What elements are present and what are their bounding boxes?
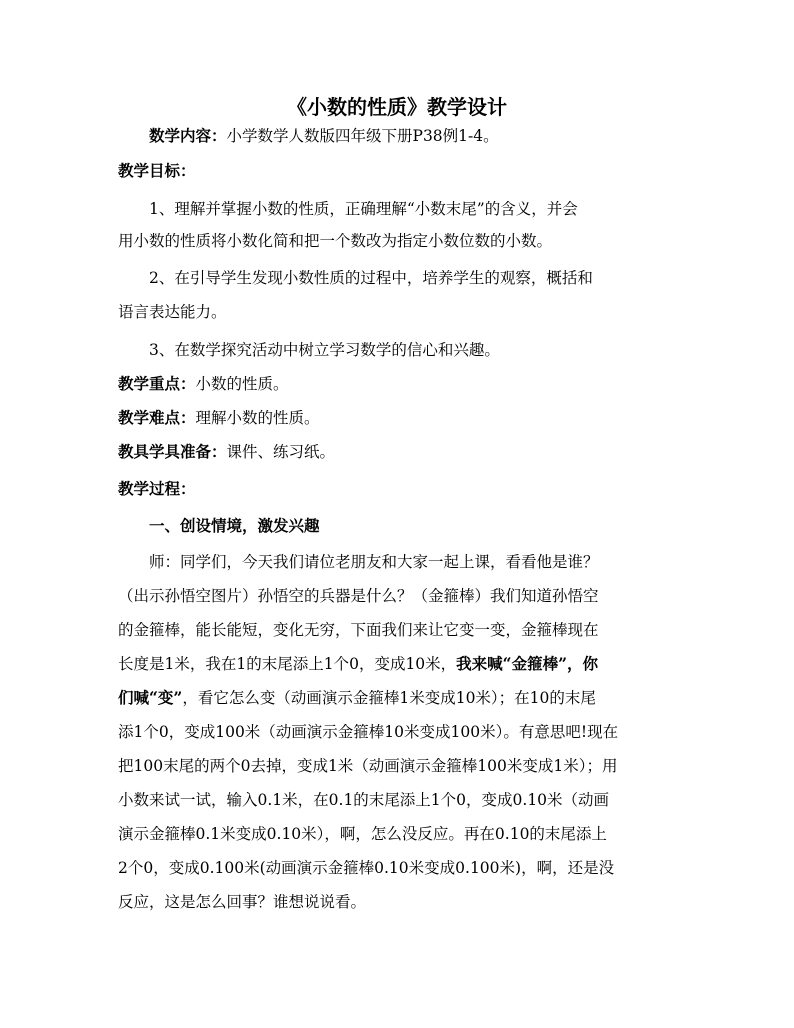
paragraph-line-6: 添1个0，变成100米（动画演示金箍棒10米变成100米）。有意思吧!现在 xyxy=(118,723,619,741)
key-point-line xyxy=(118,372,289,396)
paragraph-line-4 xyxy=(118,652,598,676)
paragraph-line-3: 的金箍棒，能长能短，变化无穷，下面我们来让它变一变，金箍棒现在 xyxy=(118,621,599,639)
goal2-line1: 2、在引导学生发现小数性质的过程中，培养学生的观察，概括和 xyxy=(149,269,593,287)
paragraph-line-10: 2个0，变成0.100米(动画演示金箍棒0.10米变成0.100米)，啊，还是没 xyxy=(118,859,615,877)
paragraph-line-1: 师：同学们，今天我们请位老朋友和大家一起上课，看看他是谁？ xyxy=(149,553,599,571)
paragraph-line-5-text: ，看它怎么变（动画演示金箍棒1米变成10米）；在10的末尾 xyxy=(182,689,596,707)
paragraph-line-11: 反应，这是怎么回事？谁想说说看。 xyxy=(118,893,367,911)
tools-text: 课件、练习纸。 xyxy=(226,443,336,461)
goal2-line2: 语言表达能力。 xyxy=(118,303,227,321)
difficulty-line xyxy=(118,406,320,430)
difficulty-text: 理解小数的性质。 xyxy=(195,409,320,427)
document-title: 《小数的性质》教学设计 xyxy=(287,95,507,119)
paragraph-line-4-bold: 我来喊“金箍棒”，你 xyxy=(456,654,599,673)
goal1-line1: 1、理解并掌握小数的性质，正确理解“小数末尾”的含义，并会 xyxy=(149,200,578,218)
content-label: 数学内容： xyxy=(149,126,227,145)
key-point-text: 小数的性质。 xyxy=(195,375,289,393)
paragraph-line-5 xyxy=(118,686,596,710)
paragraph-line-4-text: 长度是1米，我在1的末尾添上1个0，变成10米， xyxy=(118,655,457,673)
paragraph-line-2: （出示孙悟空图片）孙悟空的兵器是什么？（金箍棒）我们知道孙悟空 xyxy=(118,587,599,605)
content-text: 小学数学人数版四年级下册P38例1-4。 xyxy=(226,127,499,145)
process-label: 教学过程： xyxy=(118,479,196,498)
content-line xyxy=(149,124,499,148)
section1-heading: 一、创设情境，激发兴趣 xyxy=(149,516,320,535)
difficulty-label: 教学难点： xyxy=(118,408,196,427)
paragraph-line-5-bold: 们喊“变” xyxy=(118,688,183,707)
goal1-line2: 用小数的性质将小数化简和把一个数改为指定小数位数的小数。 xyxy=(118,232,553,250)
paragraph-line-8: 小数来试一试，输入0.1米，在0.1的末尾添上1个0，变成0.10米（动画 xyxy=(118,791,610,809)
key-point-label: 教学重点： xyxy=(118,374,196,393)
goal3-line: 3、在数学探究活动中树立学习数学的信心和兴趣。 xyxy=(149,341,500,359)
paragraph-line-9: 演示金箍棒0.1米变成0.10米），啊，怎么没反应。再在0.10的末尾添上 xyxy=(118,825,607,843)
paragraph-line-7: 把100末尾的两个0去掉，变成1米（动画演示金箍棒100米变成1米）；用 xyxy=(118,757,618,775)
tools-line xyxy=(118,440,335,464)
tools-label: 教具学具准备： xyxy=(118,442,227,461)
goals-label: 教学目标： xyxy=(118,161,196,180)
